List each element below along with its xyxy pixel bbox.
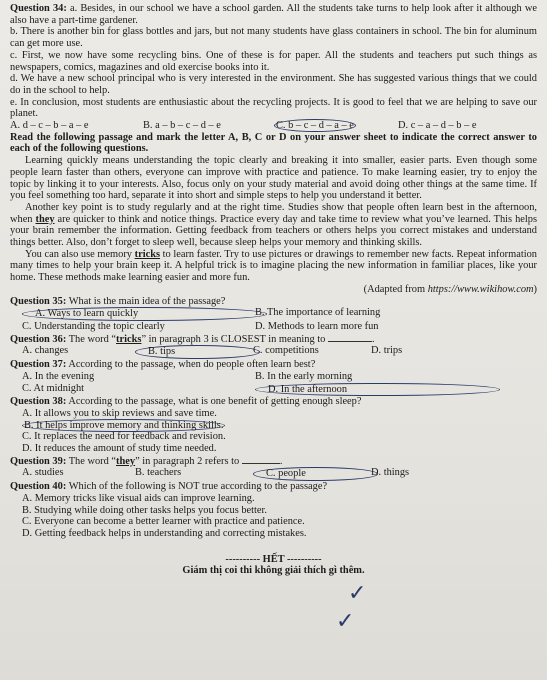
pen-check-mark: ✓ <box>336 609 355 634</box>
q39-option-a: A. studies <box>22 467 64 479</box>
q36-option-d: D. trips <box>371 345 403 357</box>
q39-options <box>10 467 537 481</box>
p2-text-b: are quicker to think and notice things. Practice every day and take time to review what you’ve learned. This helps your brain remember the information. Getting feedback from teachers or others helps you correct mistakes and understand things better. Also, don’t forget to sleep well, because sleep helps your memory and thinking skills. <box>10 213 538 249</box>
q34-head: Question 34: <box>10 3 67 14</box>
q37-option-b: B. In the early morning <box>255 370 353 382</box>
q36-text-a: The word “ <box>66 333 117 345</box>
q36-option-c: C. competitions <box>253 345 319 357</box>
q36-text-b: ” in paragraph 3 is CLOSEST in meaning to <box>141 333 328 345</box>
q39-head: Question 39: <box>10 455 67 467</box>
passage-source <box>10 284 537 296</box>
reading-instruction: Read the following passage and mark the letter A, B, C or D on your answer sheet to indicate the correct answer to each of the following questions. <box>10 131 537 155</box>
source-prefix: (Adapted from <box>363 283 428 295</box>
q38-option-b <box>10 420 537 432</box>
q36-option-b-text: B. tips <box>135 345 260 359</box>
q34-sentence-c: c. First, we now have some recycling bins. One of these is for paper. All the students and teachers put such things as newspapers, comics, magazines and old exercise books into it. <box>10 49 537 73</box>
q39-word: they <box>116 455 136 467</box>
q40-option-d: D. Getting feedback helps in understanding and correcting mistakes. <box>22 527 307 539</box>
q39-option-c-text: C. people <box>253 467 378 481</box>
q37-stem <box>10 359 537 371</box>
p3-text-a: You can also use memory <box>25 248 135 260</box>
p2-word-they: they <box>35 213 55 225</box>
q34-option-a: A. d – c – b – a – e <box>10 120 89 132</box>
q36-blank <box>328 333 372 342</box>
source-url: https://www.wikihow.com <box>427 283 534 295</box>
q35-option-d: D. Methods to learn more fun <box>255 320 379 332</box>
q40-option-a: A. Memory tricks like visual aids can improve learning. <box>22 492 255 504</box>
q37-head: Question 37: <box>10 359 67 371</box>
q35-options-row-1 <box>10 307 537 321</box>
q39-option-d: D. things <box>371 467 410 479</box>
q39-stem: Question 39: The word “they” in paragraph 2 refers to . <box>10 455 283 467</box>
q37-option-d-text: D. In the afternoon <box>255 383 500 397</box>
q36-word: tricks <box>116 333 142 345</box>
q38-text: According to the passage, what is one benefit of getting enough sleep? <box>66 396 362 408</box>
q37-option-a: A. In the evening <box>22 370 95 382</box>
q36-option-b <box>135 345 253 359</box>
passage-paragraph-1: Learning quickly means understanding the topic clearly and breaking it into smaller, easier parts. Even though some people learn faster than others, everyone can improve with practice and patience. To make learning easier, try to enjoy the topic by linking it to your interests. Also, focus only on your study material and avoid doing other things at the same time. If you feel something too hard, separate it into short and simple steps to help you understand it better. <box>10 155 537 202</box>
q38-option-a: A. It allows you to skip reviews and save time. <box>22 407 217 419</box>
q36-option-a: A. changes <box>22 345 69 357</box>
q37-options-row-2 <box>10 383 537 397</box>
end-marker: ---------- HẾT ---------- <box>225 553 322 565</box>
q39-blank <box>242 455 280 464</box>
q39-text-a: The word “ <box>66 455 117 467</box>
q34-option-d: D. c – a – d – b – e <box>398 120 477 132</box>
q38-option-b-text: B. It helps improve memory and thinking skills. <box>24 419 224 431</box>
q38-option-d: D. It reduces the amount of study time needed. <box>22 443 217 455</box>
proctor-note: Giám thị coi thi không giải thích gì thêm. <box>182 565 365 577</box>
q35-stem <box>10 296 537 308</box>
q34-options <box>10 120 537 132</box>
passage-paragraph-2 <box>10 202 537 249</box>
q35-option-a <box>10 307 255 321</box>
q37-option-c: C. At midnight <box>22 382 85 394</box>
q36-head: Question 36: <box>10 333 67 345</box>
source-suffix: ) <box>533 283 537 295</box>
q38-head: Question 38: <box>10 396 67 408</box>
q35-head: Question 35: <box>10 295 67 307</box>
q35-option-a-text: A. Ways to learn quickly <box>22 307 267 321</box>
p3-word-tricks: tricks <box>134 248 161 260</box>
pen-check-mark: ✓ <box>348 581 367 606</box>
q37-text: According to the passage, when do people often learn best? <box>66 359 316 371</box>
q35-option-c: C. Understanding the topic clearly <box>22 320 165 332</box>
q40-text: Which of the following is NOT true according to the passage? <box>66 481 328 493</box>
passage-paragraph-3 <box>10 249 537 284</box>
q35-option-b: B. The importance of learning <box>255 307 381 319</box>
q40-option-c: C. Everyone can become a better learner with practice and patience. <box>22 516 305 528</box>
q34-intro <box>10 3 537 26</box>
q40-option-b: B. Studying while doing other tasks helps you focus better. <box>22 504 268 516</box>
q34-sentence-e: e. In conclusion, most students are enthusiastic about the recycling projects. It is good to feel that we are helping to save our planet. <box>10 96 537 120</box>
p2-text-a: Another key point is to study regularly and at the right time. Studies show that people often learn best in the afternoon, when <box>10 201 537 225</box>
q39-text-b: ” in paragraph 2 refers to <box>135 455 242 467</box>
q35-options-row-2 <box>10 321 537 333</box>
q34-sentence-b: b. There is another bin for glass bottles and jars, but not many students have glass containers in school. The bin for aluminum can get more use. <box>10 26 537 50</box>
q37-options-row-1 <box>10 371 537 383</box>
q38-stem <box>10 396 537 408</box>
q35-text: What is the main idea of the passage? <box>66 295 226 307</box>
q34-sentence-a: a. Besides, in our school we have a school garden. All the students take turns to help look after it although we also have a part-time gardener. <box>10 3 537 26</box>
q40-head: Question 40: <box>10 481 67 493</box>
q37-option-d <box>255 383 500 397</box>
q40-stem <box>10 481 537 493</box>
q36-stem: Question 36: The word “tricks” in paragraph 3 is CLOSEST in meaning to . <box>10 333 375 345</box>
q38-option-c: C. It replaces the need for feedback and revision. <box>22 431 226 443</box>
q34-option-c-text: C. b – c – d – a – e <box>276 120 354 132</box>
q36-options <box>10 345 537 359</box>
p3-text-b: to learn faster. Try to use pictures or drawings to remember new facts. Repeat information many times to help your brain keep it. A helpful trick is to imagine placing the new information in familiar places, like your home. These methods make learning easier and more fun. <box>10 248 537 284</box>
q34-option-c <box>274 120 398 132</box>
q39-option-b: B. teachers <box>135 467 182 479</box>
q34-option-b: B. a – b – c – d – e <box>143 120 221 132</box>
q34-sentence-d: d. We have a new school principal who is very interested in the environment. She has suggested various things that we could do in the school to help. <box>10 73 537 96</box>
q39-option-c <box>253 467 371 481</box>
